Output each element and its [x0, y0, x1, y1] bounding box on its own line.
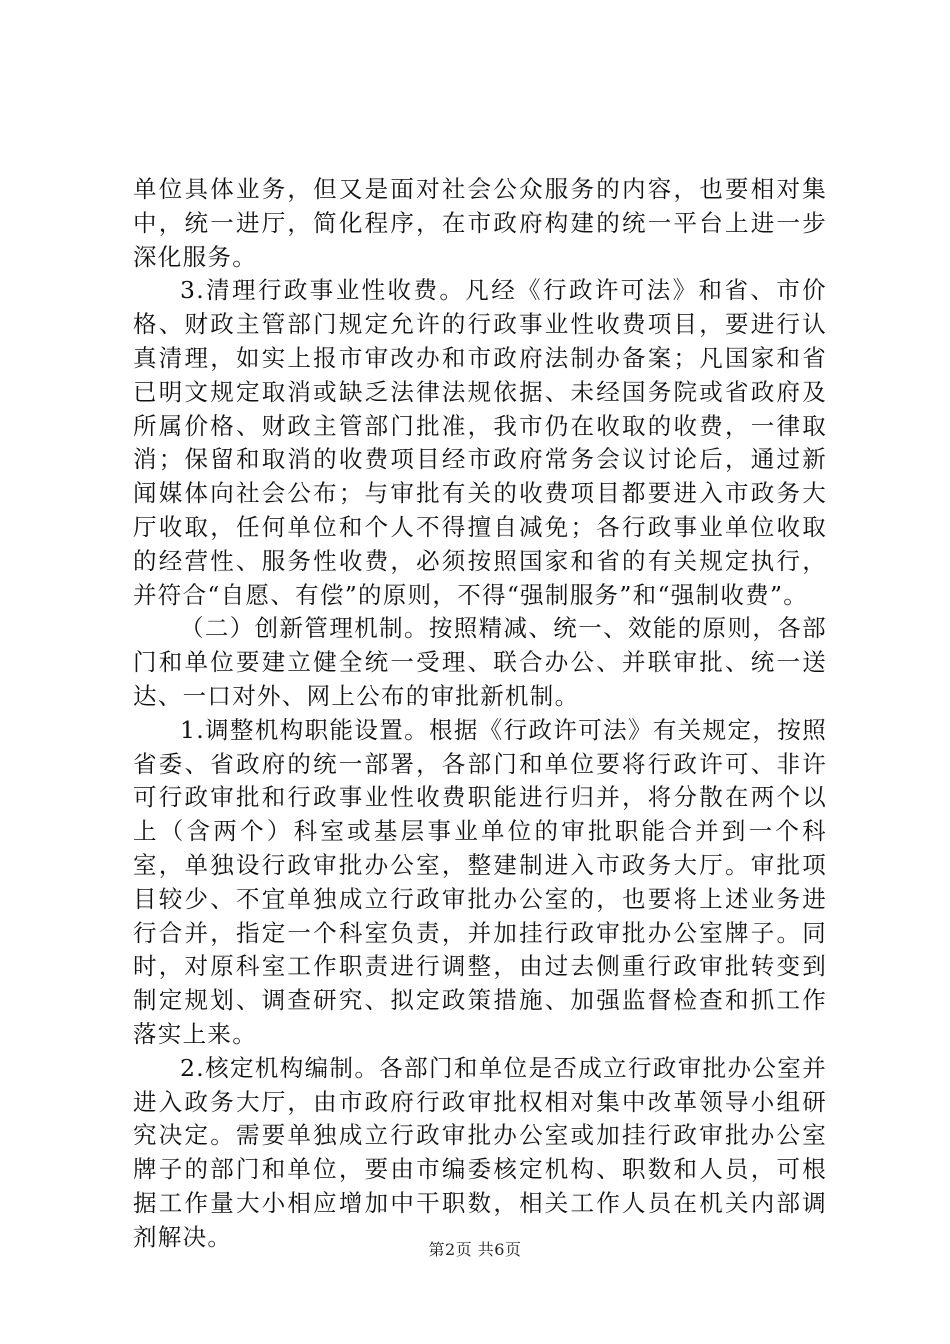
paragraph-staffing: 2.核定机构编制。各部门和单位是否成立行政审批办公室并进入政务大厅，由市政府行政审批权相对集中改革领导小组研究决定。需要单独成立行政审批办公室或加挂行政审批办公室牌子的部门和单位，要由市编委核定机构、职数和人员，可根据工作量大小相应增加中干职数，相关工作人员在机关内部调剂解决。 — [133, 1053, 827, 1251]
paragraph-fee-cleanup: 3.清理行政事业性收费。凡经《行政许可法》和省、市价格、财政主管部门规定允许的行政事业性收费项目，要进行认真清理，如实上报市审改办和市政府法制办备案；凡国家和省已明文规定取消或缺乏法律法规依据、未经国务院或省政府及所属价格、财政主管部门批准，我市仍在收取的收费，一律取消；保留和取消的收费项目经市政府常务会议讨论后，通过新闻媒体向社会公布；与审批有关的收费项目都要进入市政务大厅收取，任何单位和个人不得擅自减免；各行政事业单位收取的经营性、服务性收费，必须按照国家和省的有关规定执行，并符合“自愿、有偿”的原则，不得“强制服务”和“强制收费”。 — [133, 276, 827, 609]
paragraph-management-mechanism: （二）创新管理机制。按照精减、统一、效能的原则，各部门和单位要建立健全统一受理、联合办公、并联审批、统一送达、一口对外、网上公布的审批新机制。 — [133, 614, 827, 710]
paragraph-adjust-functions: 1.调整机构职能设置。根据《行政许可法》有关规定，按照省委、省政府的统一部署，各部门和单位要将行政许可、非许可行政审批和行政事业性收费职能进行归并，将分散在两个以上（含两个）科室或基层事业单位的审批职能合并到一个科室，单独设行政审批办公室，整建制进入市政务大厅。审批项目较少、不宜单独成立行政审批办公室的，也要将上述业务进行合并，指定一个科室负责，并加挂行政审批办公室牌子。同时，对原科室工作职责进行调整，由过去侧重行政审批转变到制定规划、调查研究、拟定政策措施、加强监督检查和抓工作落实上来。 — [133, 715, 827, 1048]
document-body — [133, 173, 827, 1255]
page-number-footer: 第2页 共6页 — [428, 1240, 522, 1259]
paragraph-continuation: 单位具体业务，但又是面对社会公众服务的内容，也要相对集中，统一进厅，简化程序，在市政府构建的统一平台上进一步深化服务。 — [133, 175, 827, 271]
